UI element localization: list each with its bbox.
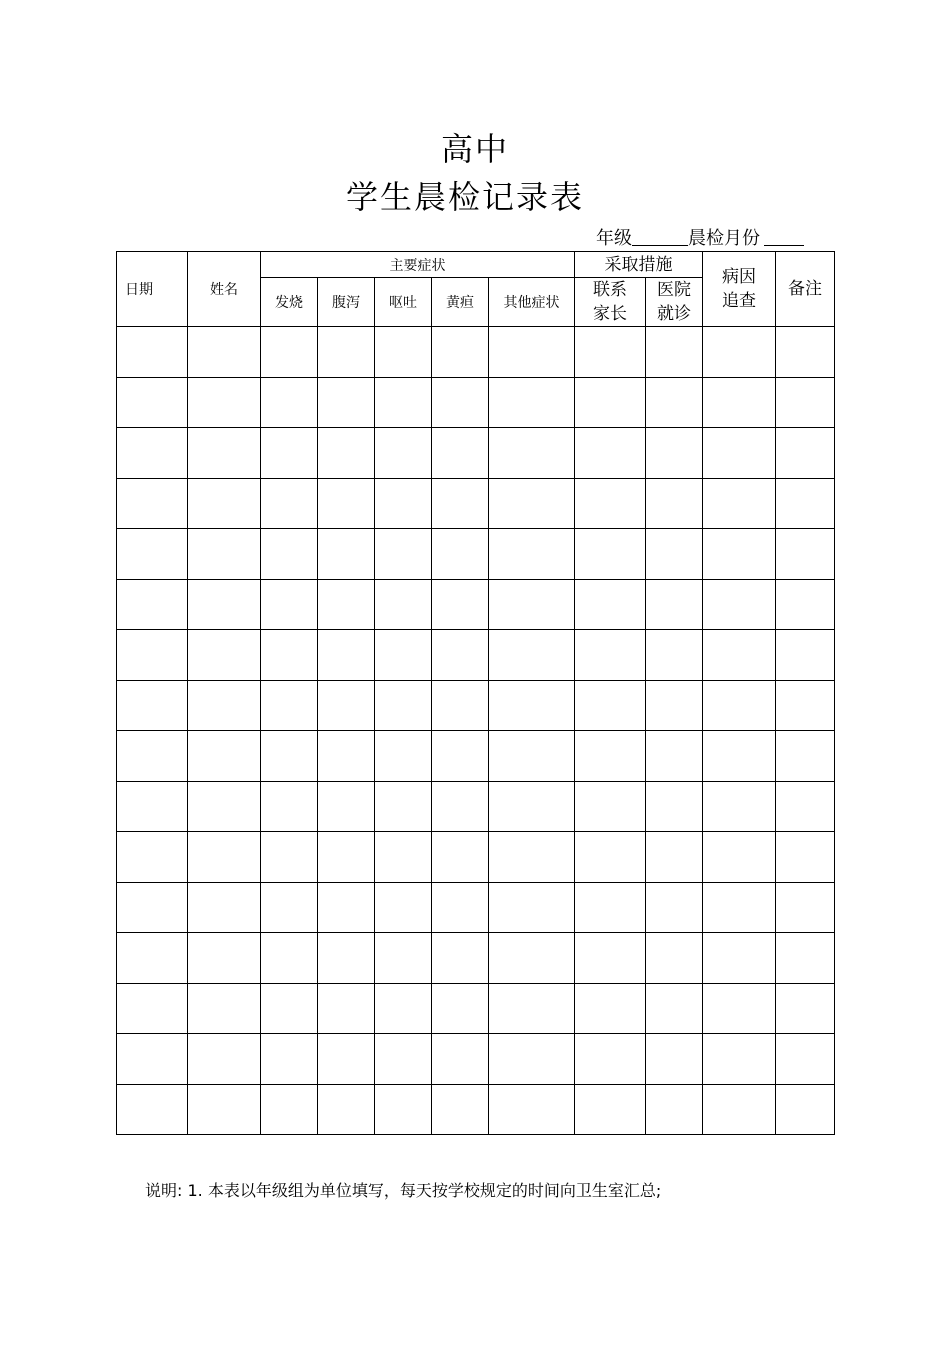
form-meta-line (596, 224, 804, 250)
table-cell[interactable] (575, 1084, 646, 1135)
table-cell[interactable] (575, 882, 646, 933)
table-row (117, 529, 835, 580)
table-cell[interactable] (646, 327, 703, 378)
table-cell[interactable] (646, 1034, 703, 1085)
table-cell[interactable] (575, 529, 646, 580)
table-cell[interactable] (703, 377, 776, 428)
table-cell[interactable] (188, 832, 261, 883)
table-cell[interactable] (375, 579, 432, 630)
table-cell[interactable] (117, 579, 188, 630)
table-cell[interactable] (646, 478, 703, 529)
table-cell[interactable] (489, 428, 575, 479)
header-main-symptoms: 主要症状 (261, 252, 575, 278)
table-cell[interactable] (117, 327, 188, 378)
table-cell[interactable] (575, 1034, 646, 1085)
table-cell[interactable] (489, 1034, 575, 1085)
table-cell[interactable] (489, 781, 575, 832)
table-row (117, 327, 835, 378)
table-cell[interactable] (432, 1034, 489, 1085)
form-note: 说明: 1. 本表以年级组为单位填写，每天按学校规定的时间向卫生室汇总; (145, 1181, 662, 1200)
table-cell[interactable] (188, 579, 261, 630)
table-cell[interactable] (432, 983, 489, 1034)
table-cell[interactable] (489, 983, 575, 1034)
table-cell[interactable] (318, 327, 375, 378)
table-cell[interactable] (188, 327, 261, 378)
table-cell[interactable] (703, 630, 776, 681)
table-row (117, 428, 835, 479)
table-cell[interactable] (375, 478, 432, 529)
table-cell[interactable] (188, 1084, 261, 1135)
table-cell[interactable] (375, 781, 432, 832)
table-cell[interactable] (646, 428, 703, 479)
table-cell[interactable] (375, 529, 432, 580)
table-cell[interactable] (432, 428, 489, 479)
table-cell[interactable] (703, 529, 776, 580)
table-cell[interactable] (432, 630, 489, 681)
table-cell[interactable] (489, 731, 575, 782)
table-cell[interactable] (318, 579, 375, 630)
table-cell[interactable] (261, 882, 318, 933)
table-cell[interactable] (117, 882, 188, 933)
table-cell[interactable] (117, 478, 188, 529)
table-cell[interactable] (261, 428, 318, 479)
table-cell[interactable] (261, 327, 318, 378)
table-cell[interactable] (117, 731, 188, 782)
table-cell[interactable] (318, 1084, 375, 1135)
table-cell[interactable] (432, 478, 489, 529)
table-cell[interactable] (776, 1084, 835, 1135)
table-row (117, 680, 835, 731)
table-cell[interactable] (432, 832, 489, 883)
table-cell[interactable] (375, 327, 432, 378)
table-cell[interactable] (188, 781, 261, 832)
table-cell[interactable] (188, 428, 261, 479)
header-contact-parents (575, 278, 646, 327)
table-cell[interactable] (318, 680, 375, 731)
table-cell[interactable] (776, 1034, 835, 1085)
table-cell[interactable] (575, 680, 646, 731)
table-row (117, 478, 835, 529)
table-cell[interactable] (318, 377, 375, 428)
table-cell[interactable] (117, 529, 188, 580)
table-cell[interactable] (703, 983, 776, 1034)
table-cell[interactable] (489, 579, 575, 630)
table-cell[interactable] (575, 781, 646, 832)
table-cell[interactable] (776, 478, 835, 529)
table-cell[interactable] (575, 983, 646, 1034)
table-cell[interactable] (318, 1034, 375, 1085)
table-cell[interactable] (261, 832, 318, 883)
table-cell[interactable] (776, 882, 835, 933)
table-cell[interactable] (375, 1034, 432, 1085)
table-cell[interactable] (318, 983, 375, 1034)
table-cell[interactable] (432, 377, 489, 428)
table-cell[interactable] (432, 529, 489, 580)
table-cell[interactable] (375, 882, 432, 933)
table-body (117, 327, 835, 1135)
table-cell[interactable] (489, 630, 575, 681)
table-cell[interactable] (261, 630, 318, 681)
table-cell[interactable] (776, 377, 835, 428)
table-cell[interactable] (646, 781, 703, 832)
table-cell[interactable] (489, 377, 575, 428)
page-title-school: 高中 (440, 130, 509, 168)
table-cell[interactable] (117, 933, 188, 984)
table-cell[interactable] (575, 933, 646, 984)
table-cell[interactable] (318, 478, 375, 529)
month-blank (764, 227, 804, 246)
table-cell[interactable] (117, 680, 188, 731)
table-cell[interactable] (776, 327, 835, 378)
header-jaundice: 黄疸 (432, 278, 489, 327)
table-cell[interactable] (703, 933, 776, 984)
table-cell[interactable] (703, 579, 776, 630)
table-cell[interactable] (575, 579, 646, 630)
table-cell[interactable] (646, 630, 703, 681)
header-fever: 发烧 (261, 278, 318, 327)
table-cell[interactable] (117, 377, 188, 428)
table-cell[interactable] (646, 832, 703, 883)
table-cell[interactable] (776, 781, 835, 832)
header-cause-tracking (703, 252, 776, 327)
header-name: 姓名 (188, 252, 261, 327)
header-hospital-line1: 医院 (657, 280, 692, 300)
table-row (117, 630, 835, 681)
table-row (117, 1034, 835, 1085)
table-cell[interactable] (188, 933, 261, 984)
table-cell[interactable] (489, 832, 575, 883)
table-cell[interactable] (575, 478, 646, 529)
table-cell[interactable] (646, 579, 703, 630)
table-cell[interactable] (261, 579, 318, 630)
table-cell[interactable] (375, 377, 432, 428)
table-cell[interactable] (318, 882, 375, 933)
table-cell[interactable] (318, 731, 375, 782)
table-cell[interactable] (318, 630, 375, 681)
header-cause-line2: 追查 (722, 291, 757, 311)
table-cell[interactable] (117, 1034, 188, 1085)
table-cell[interactable] (117, 781, 188, 832)
table-cell[interactable] (432, 933, 489, 984)
table-cell[interactable] (776, 983, 835, 1034)
table-cell[interactable] (188, 630, 261, 681)
header-contact-line1: 联系 (593, 280, 628, 300)
morning-check-table (116, 251, 835, 1135)
table-cell[interactable] (261, 933, 318, 984)
grade-label: 年级 (596, 228, 632, 249)
header-hospital-line2: 就诊 (657, 304, 692, 324)
table-cell[interactable] (261, 731, 318, 782)
grade-blank (632, 227, 688, 246)
table-cell[interactable] (703, 1034, 776, 1085)
table-cell[interactable] (117, 983, 188, 1034)
table-cell[interactable] (318, 529, 375, 580)
table-cell[interactable] (646, 529, 703, 580)
table-row (117, 731, 835, 782)
table-cell[interactable] (375, 933, 432, 984)
table-cell[interactable] (188, 1034, 261, 1085)
table-cell[interactable] (318, 933, 375, 984)
table-cell[interactable] (646, 680, 703, 731)
table-cell[interactable] (575, 731, 646, 782)
table-cell[interactable] (646, 983, 703, 1034)
table-cell[interactable] (703, 428, 776, 479)
table-cell[interactable] (375, 630, 432, 681)
header-vomiting: 呕吐 (375, 278, 432, 327)
table-row (117, 832, 835, 883)
table-cell[interactable] (703, 478, 776, 529)
table-cell[interactable] (703, 781, 776, 832)
table-cell[interactable] (575, 377, 646, 428)
table-cell[interactable] (776, 529, 835, 580)
table-row (117, 781, 835, 832)
month-label: 晨检月份 (688, 228, 760, 249)
table-cell[interactable] (188, 377, 261, 428)
table-cell[interactable] (703, 680, 776, 731)
table-cell[interactable] (489, 529, 575, 580)
table-cell[interactable] (703, 327, 776, 378)
table-cell[interactable] (489, 680, 575, 731)
table-cell[interactable] (188, 731, 261, 782)
table-cell[interactable] (261, 680, 318, 731)
table-cell[interactable] (117, 1084, 188, 1135)
header-diarrhea: 腹泻 (318, 278, 375, 327)
table-cell[interactable] (646, 933, 703, 984)
table-cell[interactable] (188, 529, 261, 580)
table-cell[interactable] (489, 327, 575, 378)
header-measures: 采取措施 (575, 252, 703, 278)
table-cell[interactable] (375, 983, 432, 1034)
table-cell[interactable] (261, 529, 318, 580)
table-cell[interactable] (375, 428, 432, 479)
table-cell[interactable] (432, 680, 489, 731)
page-title-form: 学生晨检记录表 (345, 178, 584, 216)
table-cell[interactable] (776, 579, 835, 630)
table-cell[interactable] (776, 933, 835, 984)
table-row (117, 1084, 835, 1135)
table-cell[interactable] (776, 832, 835, 883)
table-cell[interactable] (188, 882, 261, 933)
table-cell[interactable] (188, 983, 261, 1034)
header-date: 日期 (117, 252, 188, 327)
table-row (117, 377, 835, 428)
table-cell[interactable] (261, 478, 318, 529)
table-row (117, 579, 835, 630)
table-cell[interactable] (575, 428, 646, 479)
table-cell[interactable] (432, 781, 489, 832)
table-row (117, 933, 835, 984)
table-cell[interactable] (489, 478, 575, 529)
header-remark: 备注 (776, 252, 835, 327)
table-cell[interactable] (117, 428, 188, 479)
table-cell[interactable] (646, 1084, 703, 1135)
table-cell[interactable] (432, 579, 489, 630)
table-cell[interactable] (646, 882, 703, 933)
table-cell[interactable] (776, 680, 835, 731)
table-cell[interactable] (188, 680, 261, 731)
table-cell[interactable] (776, 630, 835, 681)
header-other-symptoms: 其他症状 (489, 278, 575, 327)
table-cell[interactable] (432, 882, 489, 933)
table-cell[interactable] (776, 428, 835, 479)
table-cell[interactable] (432, 327, 489, 378)
table-cell[interactable] (575, 630, 646, 681)
table-cell[interactable] (575, 832, 646, 883)
table-cell[interactable] (575, 327, 646, 378)
header-cause-line1: 病因 (722, 267, 757, 287)
table-cell[interactable] (489, 882, 575, 933)
table-cell[interactable] (117, 630, 188, 681)
table-cell[interactable] (646, 377, 703, 428)
table-cell[interactable] (318, 781, 375, 832)
table-cell[interactable] (703, 731, 776, 782)
table-cell[interactable] (646, 731, 703, 782)
table-cell[interactable] (318, 832, 375, 883)
table-cell[interactable] (489, 933, 575, 984)
table-cell[interactable] (703, 832, 776, 883)
table-cell[interactable] (261, 1084, 318, 1135)
table-cell[interactable] (318, 428, 375, 479)
table-cell[interactable] (375, 832, 432, 883)
table-cell[interactable] (261, 377, 318, 428)
table-cell[interactable] (432, 731, 489, 782)
table-row (117, 983, 835, 1034)
table-cell[interactable] (117, 832, 188, 883)
table-row (117, 882, 835, 933)
table-cell[interactable] (375, 680, 432, 731)
table-cell[interactable] (188, 478, 261, 529)
table-cell[interactable] (776, 731, 835, 782)
table-cell[interactable] (261, 983, 318, 1034)
table-cell[interactable] (375, 731, 432, 782)
table-cell[interactable] (261, 1034, 318, 1085)
table-cell[interactable] (375, 1084, 432, 1135)
table-cell[interactable] (703, 882, 776, 933)
header-contact-line2: 家长 (593, 304, 628, 324)
header-hospital-visit (646, 278, 703, 327)
table-cell[interactable] (261, 781, 318, 832)
table-cell[interactable] (703, 1084, 776, 1135)
table-cell[interactable] (432, 1084, 489, 1135)
table-cell[interactable] (489, 1084, 575, 1135)
